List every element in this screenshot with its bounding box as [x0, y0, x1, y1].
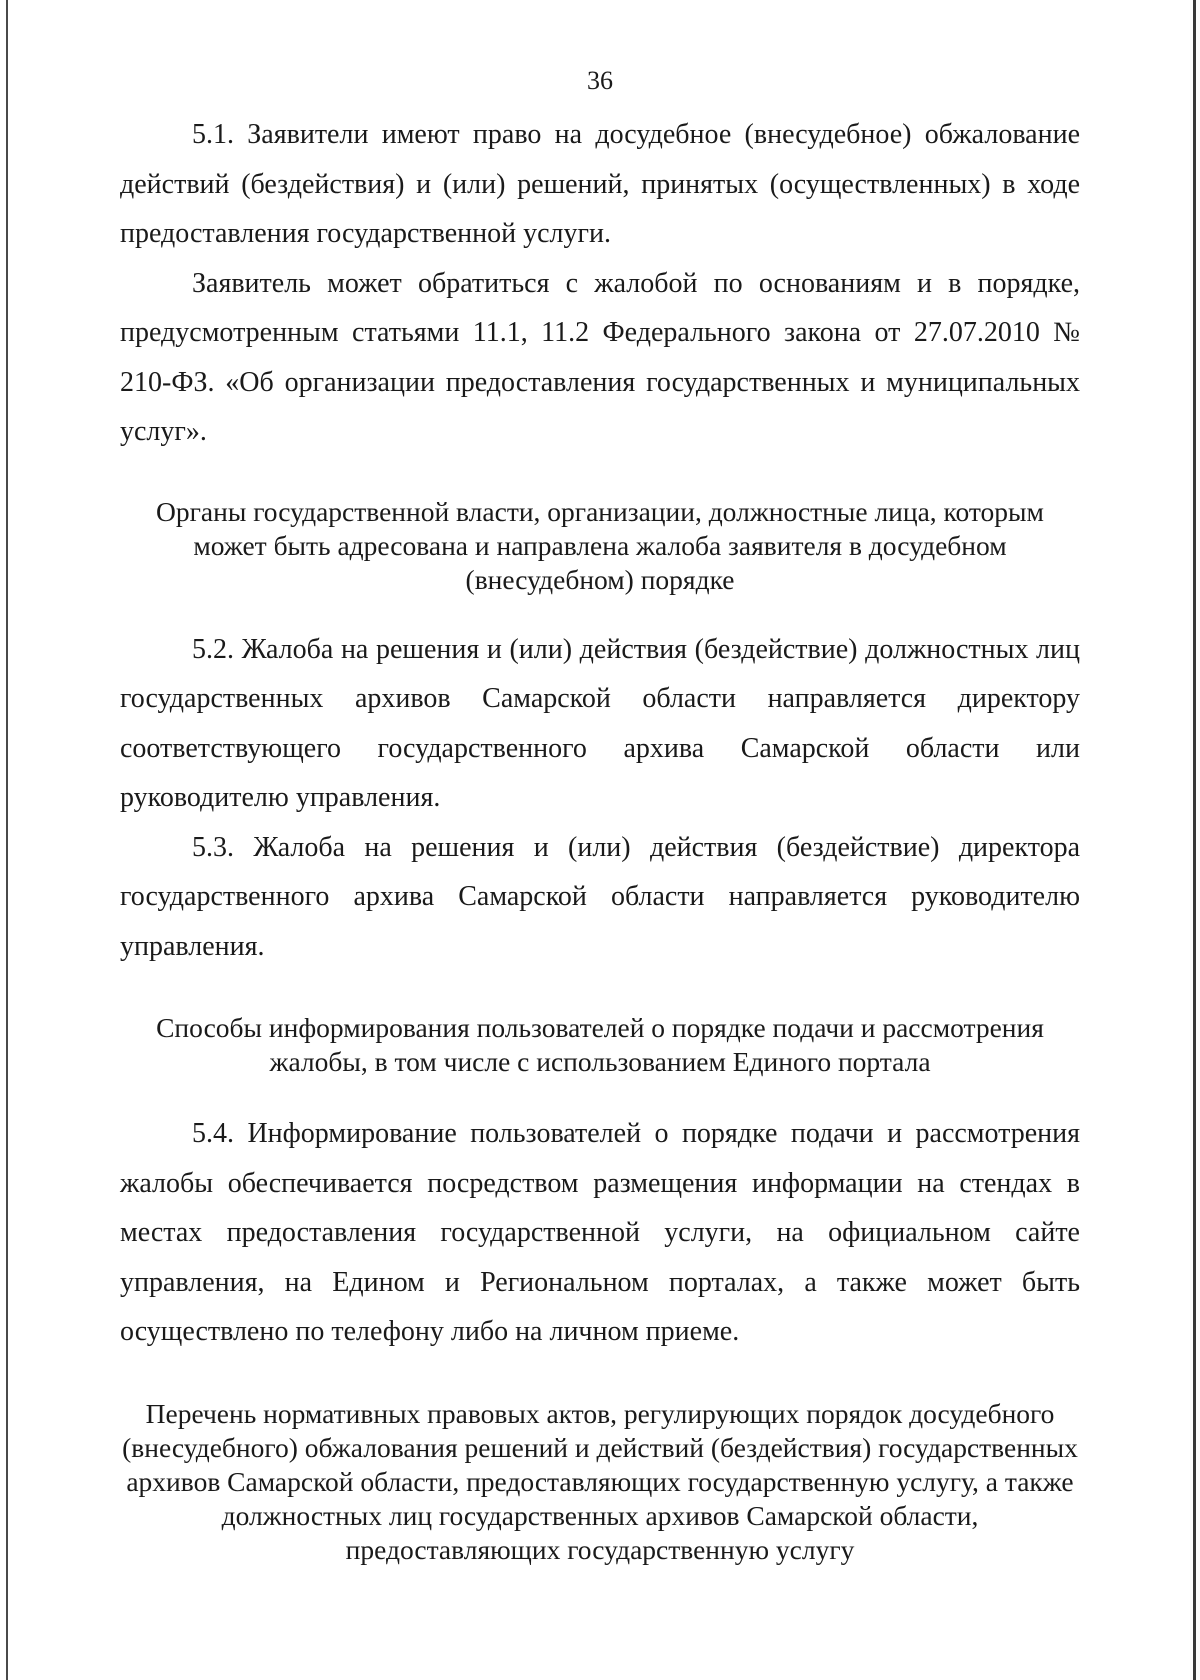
paragraph-5-3: 5.3. Жалоба на решения и (или) действия (бездействие) директора государственного архива Самарской области направляется руководителю управления.	[120, 831, 1080, 962]
paragraph-5-1-complaint: Заявитель может обратиться с жалобой по основаниям и в порядке, предусмотренным статьями 11.1, 11.2 Федерального закона от 27.07.2010 № 210-ФЗ. «Об организации предоставления государственных и муниципальных услуг».	[120, 267, 1080, 447]
section-heading-legal-acts: Перечень нормативных правовых актов, регулирующих порядок досудебного (внесудебного) обжалования решений и действий (бездействия) государственных архивов Самарской области, предоставляющих государственную услугу, а также должностных лиц государственных архивов Самарской области, предоставляющих государственную услугу	[122, 1397, 1078, 1565]
section-heading-informing: Способы информирования пользователей о порядке подачи и рассмотрения жалобы, в том числе с использованием Единого портала	[156, 1012, 1044, 1077]
paragraph-5-1: 5.1. Заявители имеют право на досудебное (внесудебное) обжалование действий (бездействия) и (или) решений, принятых (осуществленных) в ходе предоставления государственной услуги.	[120, 119, 1080, 249]
paragraph-5-4: 5.4. Информирование пользователей о порядке подачи и рассмотрения жалобы обеспечивается посредством размещения информации на стендах в местах предоставления государственной услуги, на официальном сайте управления, на Едином и Региональном порталах, а также может быть осуществлено по телефону либо на личном приеме.	[120, 1118, 1080, 1347]
section-heading-authorities: Органы государственной власти, организации, должностные лица, которым может быть адресована и направлена жалоба заявителя в досудебном (внесудебном) порядке	[156, 495, 1044, 595]
page-number: 36	[587, 66, 613, 95]
scan-right-edge	[1193, 0, 1196, 1680]
document-body	[120, 110, 1080, 1567]
scan-left-edge	[6, 0, 8, 1680]
paragraph-5-2: 5.2. Жалоба на решения и (или) действия (бездействие) должностных лиц государственных архивов Самарской области направляется директору соответствующего государственного архива Самарской области или руководителю управления.	[120, 633, 1080, 813]
